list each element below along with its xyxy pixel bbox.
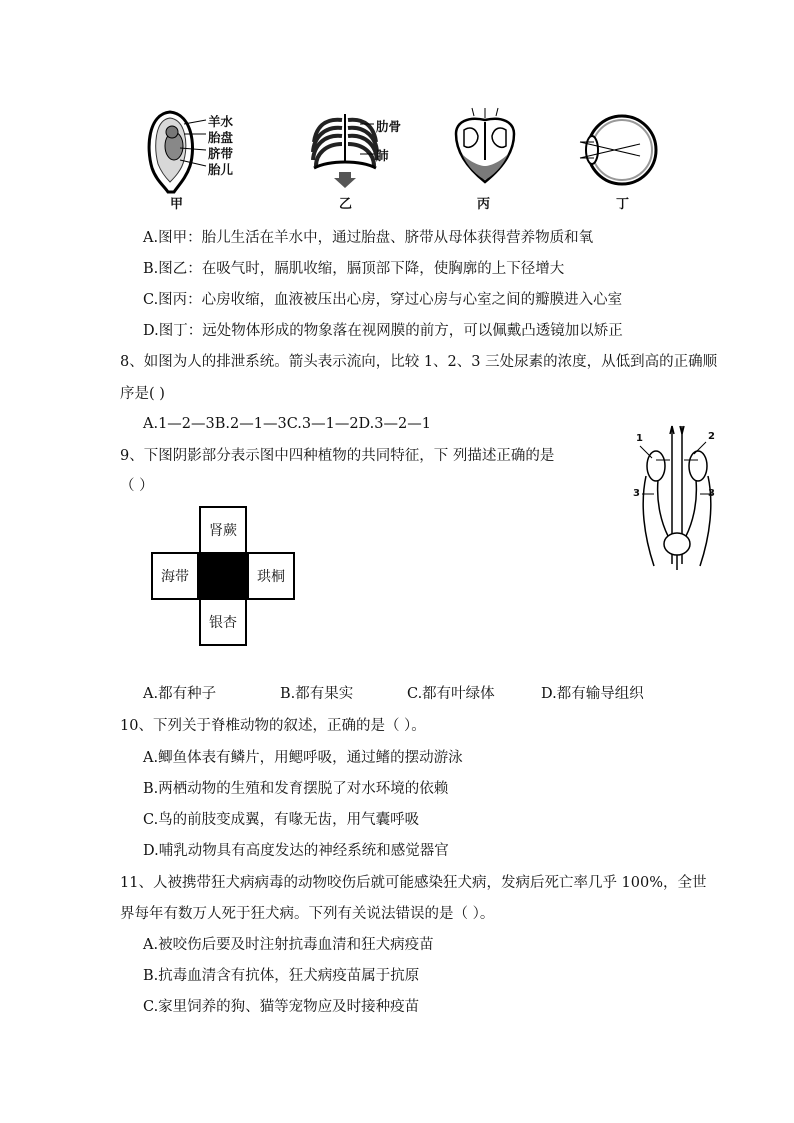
cross-right: 珙桐 [247,552,295,600]
q11-option-c: C.家里饲养的狗、猫等宠物应及时接种疫苗 [143,999,420,1015]
q9-option-c: C.都有叶绿体 [407,686,495,702]
q7-option-b: B.图乙：在吸气时，膈肌收缩，膈顶部下降，使胸廓的上下径增大 [143,261,565,277]
q10-option-b: B.两栖动物的生殖和发育摆脱了对水环境的依赖 [143,781,449,797]
caption-yi: 乙 [339,197,353,212]
label-leigu: 肋骨 [376,119,402,134]
label-taier: 胎儿 [208,162,234,177]
label-yangshui: 羊水 [208,114,234,129]
q9-option-d: D.都有输导组织 [541,686,644,702]
caption-ding: 丁 [616,197,630,212]
q10-stem: 10、下列关于脊椎动物的叙述，正确的是（ ）。 [120,718,426,734]
uterus-drawing [140,108,210,198]
eye-drawing [578,112,658,192]
q9-option-b: B.都有果实 [280,686,354,702]
q7-option-c: C.图丙：心房收缩，血液被压出心房，穿过心房与心室之间的瓣膜进入心室 [143,292,623,308]
q9-paren: （ ） [120,478,154,494]
label-fei: 肺 [376,148,389,163]
label-qidai: 脐带 [208,146,234,161]
caption-jia: 甲 [170,197,184,212]
q8-stem-line2: 序是( ) [120,386,165,402]
q9-option-a: A.都有种子 [143,686,217,702]
heart-drawing [450,114,520,186]
cross-left: 海带 [151,552,199,600]
q10-option-c: C.鸟的前肢变成翼，有喙无齿，用气囊呼吸 [143,812,420,828]
excretory-label-1: 1 [636,433,643,444]
q10-option-a: A.鲫鱼体表有鳞片，用鳃呼吸，通过鳍的摆动游泳 [143,750,463,766]
excretory-label-3-right: 3 [708,488,715,499]
cross-top: 肾蕨 [199,506,247,554]
q11-stem-line1: 11、人被携带狂犬病病毒的动物咬伤后就可能感染狂犬病，发病后死亡率几乎 100%，全世 [120,875,707,891]
q11-stem-line2: 界每年有数万人死于狂犬病。下列有关说法错误的是（ ）。 [120,906,495,922]
caption-bing: 丙 [477,197,491,212]
excretory-label-3-left: 3 [633,488,640,499]
q9-stem: 9、下图阴影部分表示图中四种植物的共同特征，下 列描述正确的是 [120,448,555,464]
label-taipan: 胎盘 [208,130,234,145]
q8-stem-line1: 8、如图为人的排泄系统。箭头表示流向，比较 1、2、3 三处尿素的浓度，从低到高的正确顺 [120,354,718,370]
excretory-label-2: 2 [708,431,715,442]
cross-center-shaded [199,552,247,600]
q7-option-d: D.图丁：远处物体形成的物象落在视网膜的前方，可以佩戴凸透镜加以矫正 [143,323,623,339]
q7-option-a: A.图甲：胎儿生活在羊水中，通过胎盘、脐带从母体获得营养物质和氧 [143,230,594,246]
excretory-drawing [632,424,722,574]
q11-option-b: B.抗毒血清含有抗体，狂犬病疫苗属于抗原 [143,968,420,984]
q10-option-d: D.哺乳动物具有高度发达的神经系统和感觉器官 [143,843,449,859]
q8-options: A.1—2—3B.2—1—3C.3—1—2D.3—2—1 [143,416,431,432]
cross-bottom: 银杏 [199,598,247,646]
q11-option-a: A.被咬伤后要及时注射抗毒血清和狂犬病疫苗 [143,937,434,953]
